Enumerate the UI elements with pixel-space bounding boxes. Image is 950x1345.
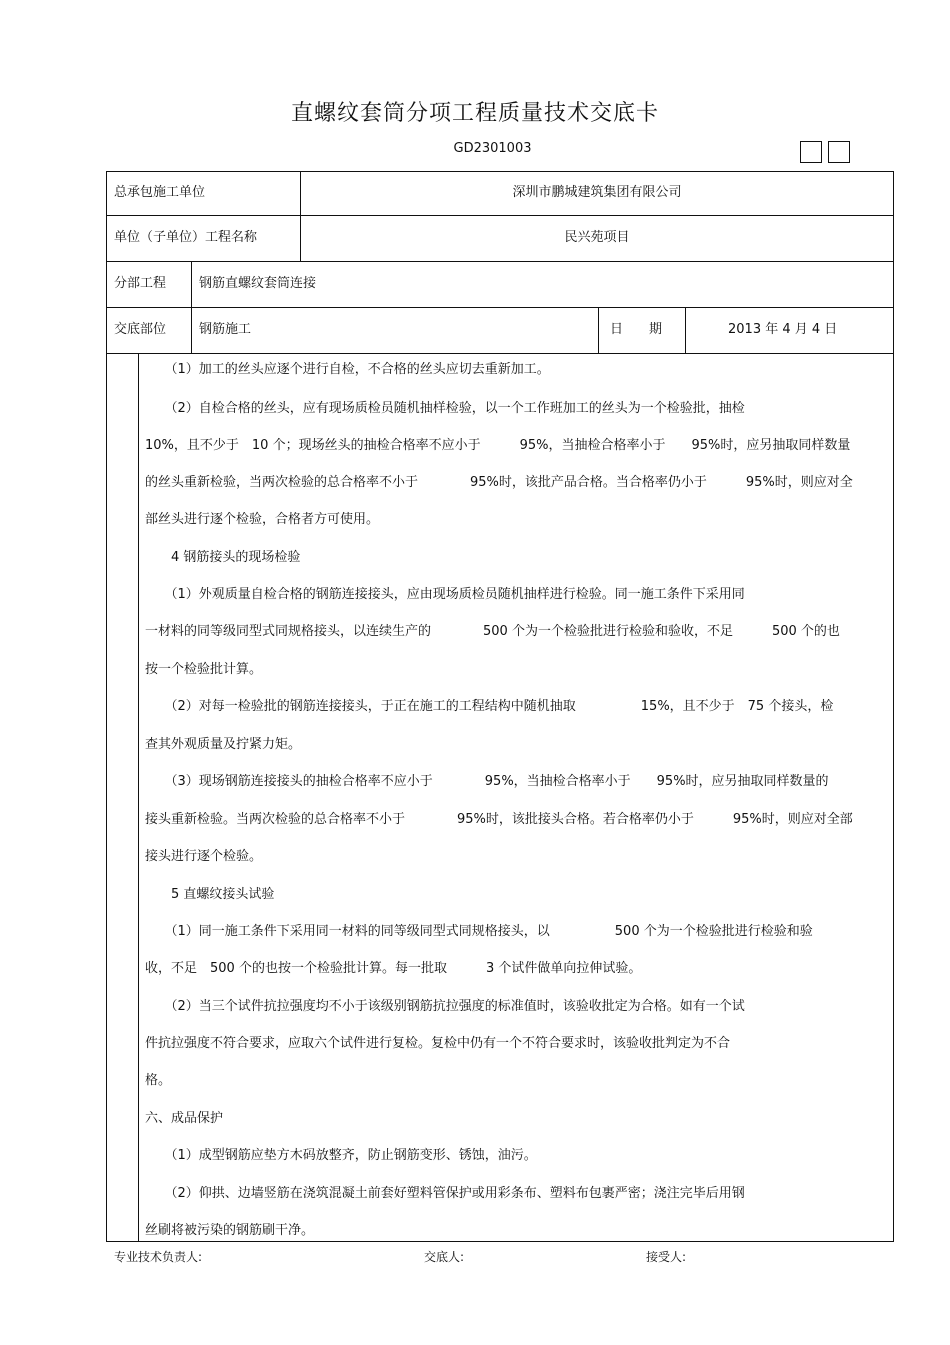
content-line: 的丝头重新检验，当两次检验的总合格率不小于 95%时，该批产品合格。当合格率仍小于 95%时，则应对全	[145, 475, 853, 490]
content-line: 按一个检验批计算。	[145, 662, 263, 677]
content-line: 5 直螺纹接头试验	[145, 887, 275, 902]
presenter-signature-label: 交底人:	[424, 1250, 465, 1264]
location-label: 交底部位	[114, 322, 167, 337]
contractor-value: 深圳市鹏城建筑集团有限公司	[512, 185, 682, 200]
location-value: 钢筋施工	[199, 322, 252, 337]
date-value: 2013 年 4 月 4 日	[728, 322, 838, 337]
row-divider	[106, 261, 894, 262]
content-line: （1）加工的丝头应逐个进行自检，不合格的丝头应切去重新加工。	[145, 362, 550, 377]
content-line: （1）成型钢筋应垫方木码放整齐，防止钢筋变形、锈蚀，油污。	[145, 1148, 537, 1163]
content-line: 接头重新检验。当两次检验的总合格率不小于 95%时，该批接头合格。若合格率仍小于 95%时，则应对全部	[145, 812, 853, 827]
content-line: 件抗拉强度不符合要求，应取六个试件进行复检。复检中仍有一个不符合要求时，该验收批判定为不合	[145, 1036, 731, 1051]
column-divider	[598, 307, 599, 353]
receiver-signature-label: 接受人:	[646, 1250, 687, 1264]
row-divider	[106, 215, 894, 216]
tech-lead-signature-label: 专业技术负责人:	[114, 1250, 203, 1264]
row-divider	[106, 307, 894, 308]
content-line: （2）自检合格的丝头，应有现场质检员随机抽样检验，以一个工作班加工的丝头为一个检验批，抽检	[145, 401, 745, 416]
checkbox-1[interactable]	[800, 141, 822, 163]
project-label: 单位（子单位）工程名称	[114, 230, 258, 245]
content-line: （3）现场钢筋连接接头的抽检合格率不应小于 95%，当抽检合格率小于 95%时，应另抽取同样数量的	[145, 774, 829, 789]
project-value: 民兴苑项目	[564, 230, 630, 245]
content-line: 部丝头进行逐个检验，合格者方可使用。	[145, 512, 380, 527]
checkbox-2[interactable]	[828, 141, 850, 163]
subdivision-label: 分部工程	[114, 276, 167, 291]
subdivision-value: 钢筋直螺纹套筒连接	[199, 276, 317, 291]
content-margin-line	[138, 353, 139, 1242]
column-divider	[685, 307, 686, 353]
content-line: 4 钢筋接头的现场检验	[145, 550, 301, 565]
content-line: 查其外观质量及拧紧力矩。	[145, 737, 302, 752]
column-divider	[191, 261, 192, 353]
content-line: 接头进行逐个检验。	[145, 849, 263, 864]
content-line: （2）仰拱、边墙竖筋在浇筑混凝土前套好塑料管保护或用彩条布、塑料布包裹严密；浇注完毕后用钢	[145, 1186, 745, 1201]
date-label: 日 期	[610, 322, 663, 337]
row-divider	[106, 353, 894, 354]
contractor-label: 总承包施工单位	[114, 185, 206, 200]
document-title: 直螺纹套筒分项工程质量技术交底卡	[290, 101, 659, 126]
document-code: GD2301003	[453, 141, 532, 156]
content-line: 丝刷将被污染的钢筋刷干净。	[145, 1223, 315, 1238]
content-line: 一材料的同等级同型式同规格接头，以连续生产的 500 个为一个检验批进行检验和验收，不足 500 个的也	[145, 624, 840, 639]
content-line: （2）对每一检验批的钢筋连接接头，于正在施工的工程结构中随机抽取 15%，且不少于 75 个接头，检	[145, 699, 834, 714]
content-line: （1）同一施工条件下采用同一材料的同等级同型式同规格接头，以 500 个为一个检验批进行检验和验	[145, 924, 813, 939]
content-line: （1）外观质量自检合格的钢筋连接接头，应由现场质检员随机抽样进行检验。同一施工条件下采用同	[145, 587, 745, 602]
content-line: 收，不足 500 个的也按一个检验批计算。每一批取 3 个试件做单向拉伸试验。	[145, 961, 642, 976]
content-line: 格。	[145, 1073, 172, 1088]
content-line: 10%，且不少于 10 个；现场丝头的抽检合格率不应小于 95%，当抽检合格率小于 95%时，应另抽取同样数量	[145, 438, 851, 453]
content-line: （2）当三个试件抗拉强度均不小于该级别钢筋抗拉强度的标准值时，该验收批定为合格。如有一个试	[145, 999, 745, 1014]
section-heading: 六、成品保护	[145, 1111, 224, 1126]
